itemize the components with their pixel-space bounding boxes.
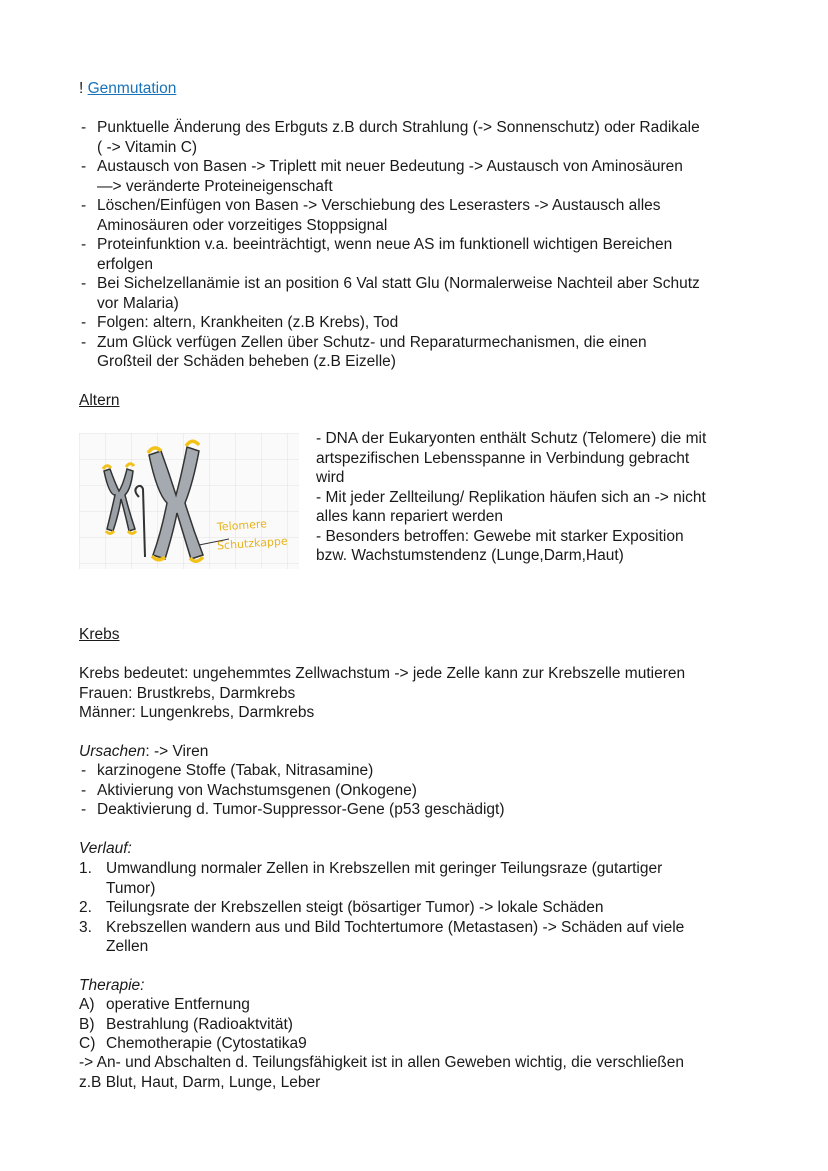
list-item: A) operative Entfernung: [79, 996, 250, 1013]
telomere-label: Telomere: [216, 517, 268, 534]
list-item: - Löschen/Einfügen von Basen -> Verschiebung des Leserasters -> Austausch alles Aminosäuren oder vorzeitiges Stoppsignal: [79, 196, 769, 235]
genmutation-list: [79, 118, 769, 372]
list-item: - Zum Glück verfügen Zellen über Schutz- und Reparaturmechanismen, die einen Großteil der Schäden beheben (z.B Eizelle): [79, 333, 769, 372]
verlauf-heading: Verlauf:: [79, 840, 132, 857]
krebs-intro: Krebs bedeutet: ungehemmtes Zellwachstum -> jede Zelle kann zur Krebszelle mutieren Frauen: Brustkrebs, Darmkrebs Männer: Lungenkrebs, Darmkrebs: [79, 665, 686, 721]
schutzkappe-label: Schutzkappe: [216, 534, 289, 553]
genmutation-title-line: [79, 79, 176, 99]
krebs-outro: -> An- und Abschalten d. Teilungsfähigkeit ist in allen Geweben wichtig, die verschließen z.B Blut, Haut, Darm, Lunge, Leber: [79, 1054, 684, 1091]
therapie-heading: Therapie:: [79, 977, 145, 994]
title-prefix: !: [79, 80, 84, 97]
list-item: - Proteinfunktion v.a. beeinträchtigt, wenn neue AS im funktionell wichtigen Bereichen erfolgen: [79, 235, 769, 274]
therapie-list: [79, 995, 769, 1054]
list-item: - Aktivierung von Wachstumsgenen (Onkogene): [79, 781, 769, 801]
list-item: - Austausch von Basen -> Triplett mit neuer Bedeutung -> Austausch von Aminosäuren —> veränderte Proteineigenschaft: [79, 157, 769, 196]
list-item: 2. Teilungsrate der Krebszellen steigt (bösartiger Tumor) -> lokale Schäden: [79, 899, 604, 916]
list-item: - Bei Sichelzellanämie ist an position 6 Val statt Glu (Normalerweise Nachteil aber Schutz vor Malaria): [79, 274, 769, 313]
list-item: 1. Umwandlung normaler Zellen in Krebszellen mit geringer Teilungsraze (gutartiger Tumor): [79, 860, 663, 897]
list-item: B) Bestrahlung (Radioaktvität): [79, 1015, 293, 1033]
altern-text: - DNA der Eukaryonten enthält Schutz (Telomere) die mit artspezifischen Lebensspanne in Verbindung gebracht wird - Mit jeder Zellteilung/ Replikation häufen sich an -> nicht alles kann repariert werden - Besonders betroffen: Gewebe mit starker Exposition bzw. Wachstumstendenz (Lunge,Darm,Haut): [316, 430, 707, 564]
ursachen-list: [79, 761, 769, 820]
altern-heading: Altern: [79, 392, 120, 409]
list-item: C) Chemotherapie (Cytostatika9: [79, 1035, 307, 1052]
genmutation-link[interactable]: Genmutation: [87, 80, 177, 97]
list-item: - Folgen: altern, Krankheiten (z.B Krebs), Tod: [79, 313, 769, 333]
verlauf-list: [79, 859, 769, 957]
list-item: 3. Krebszellen wandern aus und Bild Tochtertumore (Metastasen) -> Schäden auf viele Zellen: [79, 918, 685, 955]
list-item: - Punktuelle Änderung des Erbguts z.B durch Strahlung (-> Sonnenschutz) oder Radikale ( -> Vitamin C): [79, 118, 769, 157]
ursachen-line: Ursachen: -> Viren: [79, 743, 209, 760]
list-item: - karzinogene Stoffe (Tabak, Nitrasamine): [79, 761, 769, 781]
telomere-figure: [79, 433, 299, 569]
list-item: - Deaktivierung d. Tumor-Suppressor-Gene (p53 geschädigt): [79, 800, 769, 820]
krebs-heading: Krebs: [79, 626, 120, 643]
